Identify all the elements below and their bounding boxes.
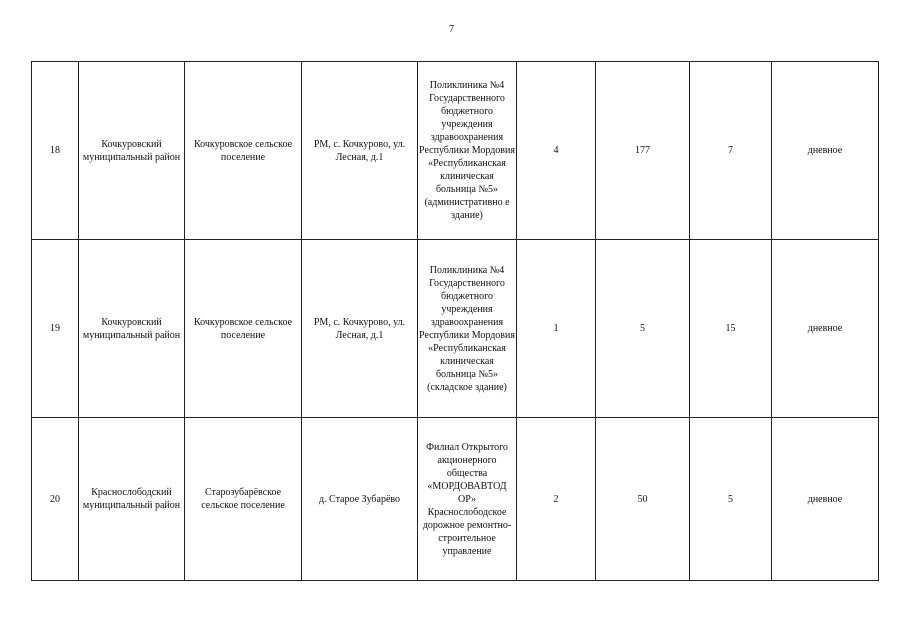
table-row (32, 418, 879, 581)
organization-cell: Филиал Открытого акционерного общества «МОРДОВАВТОД ОР» Краснослободское дорожное ремонтно- строительное управление (418, 418, 517, 581)
settlement-cell: Старозубарёвское сельское поселение (185, 418, 302, 581)
value-b-cell: 50 (596, 418, 690, 581)
address-cell: д. Старое Зубарёво (302, 418, 418, 581)
mode-cell: дневное (772, 240, 879, 418)
page-number: 7 (449, 24, 454, 35)
address-cell: РМ, с. Кочкурово, ул. Лесная, д.1 (302, 240, 418, 418)
row-number-cell: 18 (32, 62, 79, 240)
mode-cell: дневное (772, 62, 879, 240)
organization-cell: Поликлиника №4 Государственного бюджетного учреждения здравоохранения Республики Мордовия «Республиканская клиническая больница №5» (административно е здание) (418, 62, 517, 240)
value-b-cell: 5 (596, 240, 690, 418)
value-a-cell: 2 (517, 418, 596, 581)
row-number-cell: 19 (32, 240, 79, 418)
row-number-cell: 20 (32, 418, 79, 581)
municipality-cell: Кочкуровский муниципальный район (79, 240, 185, 418)
address-cell: РМ, с. Кочкурово, ул. Лесная, д.1 (302, 62, 418, 240)
table-row (32, 240, 879, 418)
value-a-cell: 4 (517, 62, 596, 240)
mode-cell: дневное (772, 418, 879, 581)
settlement-cell: Кочкуровское сельское поселение (185, 62, 302, 240)
organization-cell: Поликлиника №4 Государственного бюджетного учреждения здравоохранения Республики Мордовия «Республиканская клиническая больница №5» (складское здание) (418, 240, 517, 418)
table-row (32, 62, 879, 240)
value-b-cell: 177 (596, 62, 690, 240)
municipality-cell: Кочкуровский муниципальный район (79, 62, 185, 240)
data-table (31, 61, 879, 581)
value-c-cell: 5 (690, 418, 772, 581)
value-c-cell: 15 (690, 240, 772, 418)
municipality-cell: Краснослободский муниципальный район (79, 418, 185, 581)
value-a-cell: 1 (517, 240, 596, 418)
settlement-cell: Кочкуровское сельское поселение (185, 240, 302, 418)
value-c-cell: 7 (690, 62, 772, 240)
